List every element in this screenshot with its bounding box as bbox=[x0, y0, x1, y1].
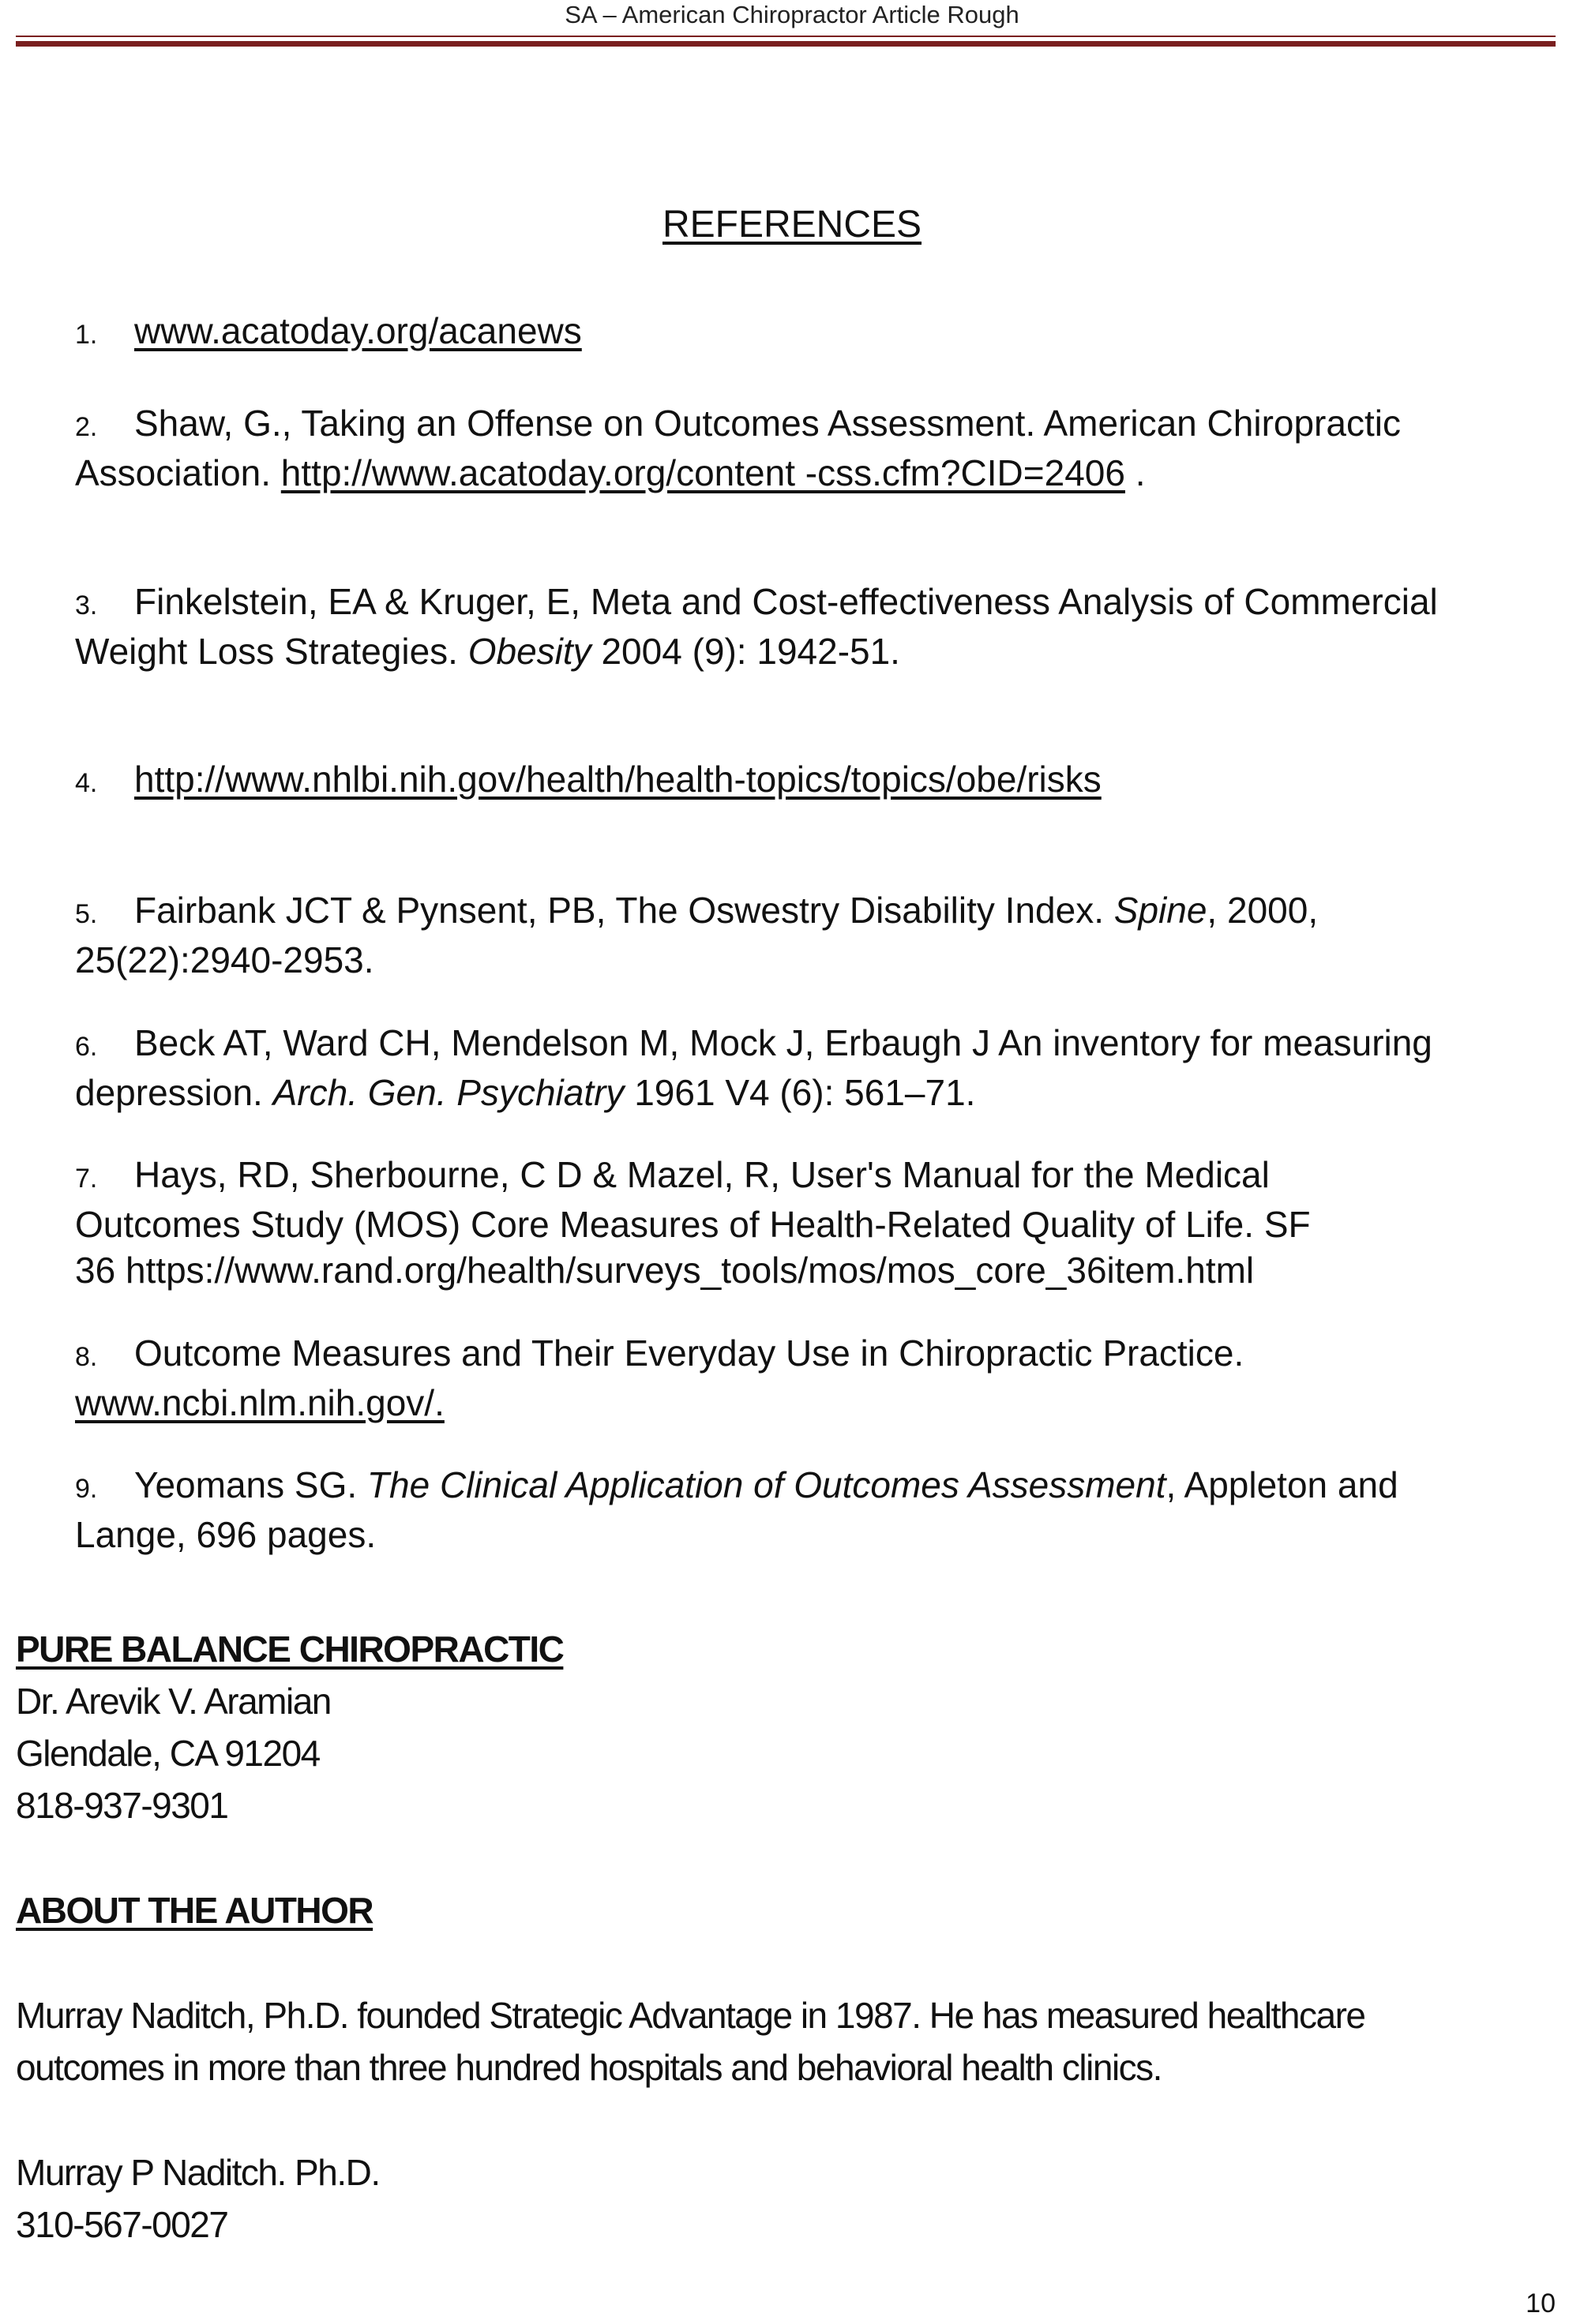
reference-4 bbox=[75, 756, 1575, 806]
reference-link[interactable]: http://www.nhlbi.nih.gov/health/health-topics/topics/obe/risks bbox=[134, 759, 1102, 800]
clinic-phone: 818-937-9301 bbox=[16, 1785, 228, 1826]
reference-number: 2. bbox=[75, 412, 98, 442]
reference-1 bbox=[75, 308, 1575, 358]
reference-journal: Obesity bbox=[467, 631, 591, 672]
reference-9 bbox=[75, 1462, 1575, 1557]
reference-number: 6. bbox=[75, 1032, 98, 1062]
reference-journal: Spine bbox=[1113, 890, 1207, 931]
reference-number: 9. bbox=[75, 1474, 98, 1504]
reference-text: Finkelstein, EA & Kruger, E, Meta and Cost-effectiveness Analysis of Commercial bbox=[134, 581, 1438, 622]
reference-text: Shaw, G., Taking an Offense on Outcomes Assessment. American Chiropractic bbox=[134, 403, 1401, 444]
reference-text-line3: 36 https://www.rand.org/health/surveys_tools/mos/mos_core_36item.html bbox=[75, 1250, 1255, 1291]
reference-journal: The Clinical Application of Outcomes Assessment bbox=[366, 1464, 1166, 1505]
reference-text: Beck AT, Ward CH, Mendelson M, Mock J, Erbaugh J An inventory for measuring bbox=[134, 1022, 1432, 1063]
reference-tail: 1961 V4 (6): 561–71. bbox=[624, 1072, 976, 1113]
author-bio-line2: outcomes in more than three hundred hospitals and behavioral health clinics. bbox=[16, 2047, 1162, 2088]
reference-text: Fairbank JCT & Pynsent, PB, The Oswestry Disability Index. bbox=[134, 890, 1114, 931]
reference-text-line2: Lange, 696 pages. bbox=[75, 1514, 377, 1555]
author-title: ABOUT THE AUTHOR bbox=[16, 1890, 373, 1931]
reference-8 bbox=[75, 1330, 1575, 1426]
reference-text-line2: depression. bbox=[75, 1072, 273, 1113]
reference-text: Yeomans SG. bbox=[134, 1464, 367, 1505]
reference-number: 3. bbox=[75, 590, 98, 620]
reference-tail: , Appleton and bbox=[1165, 1464, 1398, 1505]
reference-text-line2: Weight Loss Strategies. bbox=[75, 631, 468, 672]
page-number: 10 bbox=[1526, 2288, 1556, 2318]
clinic-location: Glendale, CA 91204 bbox=[16, 1733, 320, 1774]
reference-number: 1. bbox=[75, 320, 98, 350]
reference-tail: , 2000, bbox=[1207, 890, 1319, 931]
reference-link[interactable]: www.ncbi.nlm.nih.gov/. bbox=[75, 1382, 445, 1423]
reference-tail: 2004 (9): 1942-51. bbox=[591, 631, 900, 672]
header-rule-thin bbox=[16, 36, 1556, 37]
reference-text-line2: Association. bbox=[75, 452, 281, 493]
author-bio-line1: Murray Naditch, Ph.D. founded Strategic Advantage in 1987. He has measured healthcare bbox=[16, 1995, 1365, 2036]
references-heading: REFERENCES bbox=[662, 204, 922, 246]
reference-5 bbox=[75, 887, 1575, 983]
reference-number: 8. bbox=[75, 1342, 98, 1372]
header-rule-thick bbox=[16, 41, 1556, 47]
reference-number: 4. bbox=[75, 768, 98, 798]
reference-7 bbox=[75, 1152, 1575, 1293]
reference-text-line2: Outcomes Study (MOS) Core Measures of Health-Related Quality of Life. SF bbox=[75, 1204, 1311, 1245]
reference-journal: Arch. Gen. Psychiatry bbox=[272, 1072, 625, 1113]
reference-text: Hays, RD, Sherbourne, C D & Mazel, R, User's Manual for the Medical bbox=[134, 1154, 1270, 1195]
reference-text-line2: 25(22):2940-2953. bbox=[75, 939, 374, 980]
reference-tail: . bbox=[1124, 452, 1146, 493]
reference-6 bbox=[75, 1020, 1575, 1115]
reference-2 bbox=[75, 400, 1575, 496]
reference-number: 5. bbox=[75, 899, 98, 929]
reference-link[interactable]: http://www.acatoday.org/content -css.cfm?CID=2406 bbox=[280, 452, 1125, 493]
reference-text: Outcome Measures and Their Everyday Use in Chiropractic Practice. bbox=[134, 1333, 1244, 1374]
author-phone: 310-567-0027 bbox=[16, 2204, 228, 2245]
author-name: Murray P Naditch. Ph.D. bbox=[16, 2152, 380, 2193]
reference-number: 7. bbox=[75, 1164, 98, 1194]
reference-3 bbox=[75, 579, 1575, 674]
reference-link[interactable]: www.acatoday.org/acanews bbox=[134, 310, 582, 351]
header-title: SA – American Chiropractor Article Rough bbox=[565, 1, 1019, 28]
clinic-doctor: Dr. Arevik V. Aramian bbox=[16, 1681, 331, 1722]
clinic-title: PURE BALANCE CHIROPRACTIC bbox=[16, 1629, 564, 1670]
